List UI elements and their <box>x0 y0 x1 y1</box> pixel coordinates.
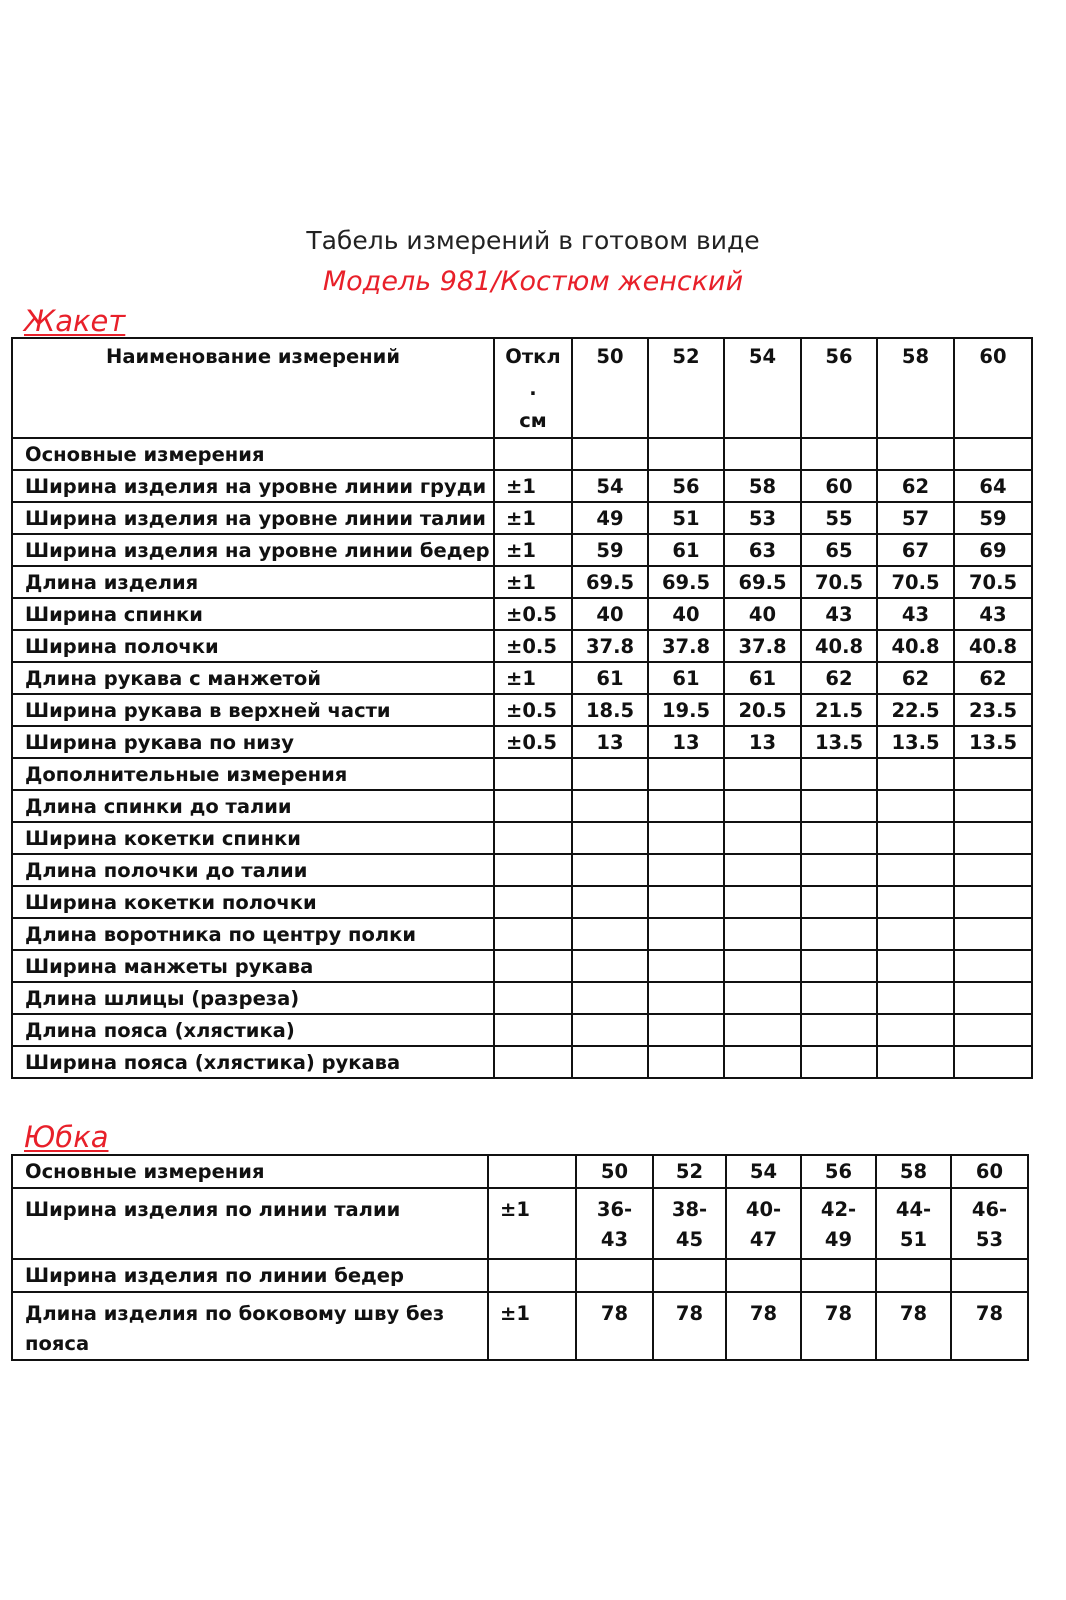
table-row <box>12 630 1032 662</box>
value-cell: 62 <box>954 662 1032 694</box>
value-cell: 53 <box>724 502 801 534</box>
value-cell: 40- 47 <box>726 1188 801 1259</box>
value-cell <box>724 854 801 886</box>
value-cell <box>951 1259 1028 1292</box>
value-cell <box>877 438 954 470</box>
value-cell <box>954 950 1032 982</box>
table-row <box>12 822 1032 854</box>
table-row <box>12 886 1032 918</box>
value-cell <box>724 758 801 790</box>
value-cell: 64 <box>954 470 1032 502</box>
tolerance-cell <box>494 918 572 950</box>
value-cell <box>648 1014 724 1046</box>
value-cell: 22.5 <box>877 694 954 726</box>
value-cell: 55 <box>801 502 877 534</box>
header-size: 58 <box>877 338 954 438</box>
value-cell <box>876 1259 951 1292</box>
value-cell <box>801 1259 876 1292</box>
value-cell: 40.8 <box>954 630 1032 662</box>
value-cell: 62 <box>877 470 954 502</box>
table-row <box>12 1188 1028 1259</box>
value-cell <box>648 790 724 822</box>
table-header-row <box>12 338 1032 438</box>
value-cell: 13.5 <box>954 726 1032 758</box>
measurement-name: Ширина изделия на уровне линии бедер <box>12 534 494 566</box>
measurement-name: Ширина кокетки полочки <box>12 886 494 918</box>
value-cell: 61 <box>572 662 648 694</box>
page-subtitle: Модель 981/Костюм женский <box>322 266 744 297</box>
header-size: 60 <box>951 1155 1028 1188</box>
skirt-measurements-table <box>11 1154 1029 1361</box>
value-cell <box>648 982 724 1014</box>
tolerance-cell: ±1 <box>488 1188 576 1259</box>
value-cell <box>801 854 877 886</box>
header-size: 58 <box>876 1155 951 1188</box>
value-cell: 70.5 <box>877 566 954 598</box>
value-cell: 67 <box>877 534 954 566</box>
tolerance-cell <box>494 886 572 918</box>
value-cell: 42- 49 <box>801 1188 876 1259</box>
table-row <box>12 662 1032 694</box>
value-cell: 58 <box>724 470 801 502</box>
value-cell <box>954 1046 1032 1078</box>
table-row <box>12 758 1032 790</box>
table-row <box>12 470 1032 502</box>
measurement-name: Ширина рукава по низу <box>12 726 494 758</box>
value-cell <box>801 822 877 854</box>
value-cell <box>801 918 877 950</box>
value-cell: 78 <box>951 1292 1028 1360</box>
value-cell <box>877 790 954 822</box>
value-cell: 13 <box>648 726 724 758</box>
value-cell: 40.8 <box>801 630 877 662</box>
table-row <box>12 502 1032 534</box>
table-row <box>12 438 1032 470</box>
value-cell <box>801 886 877 918</box>
value-cell <box>954 982 1032 1014</box>
measurement-name: Ширина изделия по линии талии <box>12 1188 488 1259</box>
measurement-name: Длина изделия <box>12 566 494 598</box>
value-cell: 36- 43 <box>576 1188 653 1259</box>
value-cell: 59 <box>954 502 1032 534</box>
measurement-name: Дополнительные измерения <box>12 758 494 790</box>
value-cell <box>576 1259 653 1292</box>
value-cell: 20.5 <box>724 694 801 726</box>
value-cell: 37.8 <box>572 630 648 662</box>
value-cell: 13 <box>724 726 801 758</box>
value-cell <box>954 822 1032 854</box>
value-cell <box>648 886 724 918</box>
table-row <box>12 726 1032 758</box>
tolerance-cell <box>494 854 572 886</box>
value-cell <box>572 950 648 982</box>
value-cell <box>801 950 877 982</box>
value-cell: 13.5 <box>877 726 954 758</box>
value-cell: 59 <box>572 534 648 566</box>
tolerance-cell: ±0.5 <box>494 726 572 758</box>
header-size: 56 <box>801 1155 876 1188</box>
value-cell <box>572 758 648 790</box>
tolerance-cell: ±1 <box>494 502 572 534</box>
measurement-name: Ширина изделия по линии бедер <box>12 1259 488 1292</box>
value-cell: 13 <box>572 726 648 758</box>
value-cell: 49 <box>572 502 648 534</box>
value-cell <box>801 790 877 822</box>
value-cell <box>801 438 877 470</box>
value-cell <box>572 918 648 950</box>
measurement-name: Длина шлицы (разреза) <box>12 982 494 1014</box>
value-cell: 69.5 <box>572 566 648 598</box>
table-row <box>12 566 1032 598</box>
value-cell <box>954 758 1032 790</box>
value-cell <box>653 1259 726 1292</box>
value-cell <box>572 854 648 886</box>
header-tolerance: Откл . см <box>494 338 572 438</box>
value-cell: 65 <box>801 534 877 566</box>
value-cell: 61 <box>724 662 801 694</box>
section-label-skirt: Юбка <box>24 1120 109 1154</box>
value-cell <box>877 822 954 854</box>
value-cell: 46- 53 <box>951 1188 1028 1259</box>
measurement-name: Ширина кокетки спинки <box>12 822 494 854</box>
measurement-name: Длина рукава с манжетой <box>12 662 494 694</box>
value-cell <box>877 758 954 790</box>
value-cell <box>724 790 801 822</box>
value-cell <box>648 1046 724 1078</box>
value-cell <box>572 982 648 1014</box>
value-cell <box>572 886 648 918</box>
value-cell: 61 <box>648 534 724 566</box>
value-cell <box>724 1046 801 1078</box>
value-cell: 51 <box>648 502 724 534</box>
value-cell <box>648 918 724 950</box>
value-cell: 40 <box>572 598 648 630</box>
measurement-name: Ширина пояса (хлястика) рукава <box>12 1046 494 1078</box>
value-cell <box>572 1014 648 1046</box>
table-row <box>12 694 1032 726</box>
measurement-name: Основные измерения <box>12 438 494 470</box>
table-row <box>12 950 1032 982</box>
value-cell <box>648 438 724 470</box>
value-cell <box>572 790 648 822</box>
table-row <box>12 982 1032 1014</box>
value-cell <box>726 1259 801 1292</box>
value-cell: 43 <box>877 598 954 630</box>
tolerance-cell: ±0.5 <box>494 630 572 662</box>
value-cell: 40 <box>648 598 724 630</box>
value-cell: 69.5 <box>648 566 724 598</box>
value-cell: 78 <box>801 1292 876 1360</box>
value-cell: 57 <box>877 502 954 534</box>
tolerance-cell <box>488 1259 576 1292</box>
value-cell <box>801 758 877 790</box>
value-cell <box>724 950 801 982</box>
value-cell <box>954 790 1032 822</box>
tolerance-cell <box>494 758 572 790</box>
measurement-name: Длина спинки до талии <box>12 790 494 822</box>
value-cell: 37.8 <box>648 630 724 662</box>
value-cell: 62 <box>877 662 954 694</box>
value-cell: 40.8 <box>877 630 954 662</box>
table-row <box>12 854 1032 886</box>
table-row <box>12 1155 1028 1188</box>
measurement-name: Длина изделия по боковому шву без пояса <box>12 1292 488 1360</box>
measurement-name: Ширина полочки <box>12 630 494 662</box>
header-size: 60 <box>954 338 1032 438</box>
measurement-name: Ширина рукава в верхней части <box>12 694 494 726</box>
value-cell <box>648 950 724 982</box>
tolerance-cell: ±1 <box>488 1292 576 1360</box>
value-cell <box>954 854 1032 886</box>
tolerance-cell <box>494 790 572 822</box>
measurement-name: Длина воротника по центру полки <box>12 918 494 950</box>
value-cell: 78 <box>726 1292 801 1360</box>
page-title: Табель измерений в готовом виде <box>306 226 760 255</box>
value-cell <box>954 438 1032 470</box>
measurement-name: Ширина изделия на уровне линии груди <box>12 470 494 502</box>
tolerance-cell <box>494 438 572 470</box>
measurement-name: Ширина манжеты рукава <box>12 950 494 982</box>
value-cell: 78 <box>576 1292 653 1360</box>
tolerance-cell: ±1 <box>494 566 572 598</box>
table-row <box>12 1014 1032 1046</box>
value-cell: 54 <box>572 470 648 502</box>
value-cell <box>648 822 724 854</box>
measurement-name: Основные измерения <box>12 1155 488 1188</box>
header-size: 56 <box>801 338 877 438</box>
tolerance-cell <box>494 950 572 982</box>
value-cell: 13.5 <box>801 726 877 758</box>
table-row <box>12 1292 1028 1360</box>
value-cell <box>648 758 724 790</box>
header-size: 54 <box>726 1155 801 1188</box>
value-cell <box>877 1014 954 1046</box>
value-cell <box>724 982 801 1014</box>
tolerance-cell <box>488 1155 576 1188</box>
value-cell <box>877 918 954 950</box>
value-cell: 69 <box>954 534 1032 566</box>
header-size: 54 <box>724 338 801 438</box>
header-measurement-name: Наименование измерений <box>12 338 494 438</box>
value-cell <box>572 822 648 854</box>
value-cell <box>801 1014 877 1046</box>
value-cell: 70.5 <box>954 566 1032 598</box>
tolerance-cell: ±1 <box>494 534 572 566</box>
tolerance-cell: ±1 <box>494 470 572 502</box>
value-cell: 43 <box>954 598 1032 630</box>
table-row <box>12 534 1032 566</box>
value-cell: 21.5 <box>801 694 877 726</box>
header-size: 50 <box>576 1155 653 1188</box>
value-cell <box>877 854 954 886</box>
value-cell: 60 <box>801 470 877 502</box>
table-row <box>12 598 1032 630</box>
jacket-measurements-table <box>11 337 1033 1079</box>
value-cell: 63 <box>724 534 801 566</box>
value-cell <box>572 1046 648 1078</box>
tolerance-cell: ±1 <box>494 662 572 694</box>
header-size: 52 <box>653 1155 726 1188</box>
value-cell: 18.5 <box>572 694 648 726</box>
value-cell <box>648 854 724 886</box>
value-cell: 44- 51 <box>876 1188 951 1259</box>
value-cell: 70.5 <box>801 566 877 598</box>
tolerance-cell: ±0.5 <box>494 694 572 726</box>
table-row <box>12 918 1032 950</box>
value-cell <box>877 1046 954 1078</box>
header-size: 52 <box>648 338 724 438</box>
value-cell <box>877 950 954 982</box>
value-cell: 23.5 <box>954 694 1032 726</box>
table-row <box>12 1046 1032 1078</box>
tolerance-cell <box>494 1014 572 1046</box>
value-cell: 78 <box>653 1292 726 1360</box>
header-size: 50 <box>572 338 648 438</box>
tolerance-cell <box>494 822 572 854</box>
value-cell: 40 <box>724 598 801 630</box>
value-cell <box>954 1014 1032 1046</box>
value-cell: 37.8 <box>724 630 801 662</box>
measurement-name: Длина пояса (хлястика) <box>12 1014 494 1046</box>
tolerance-cell <box>494 982 572 1014</box>
value-cell <box>877 886 954 918</box>
value-cell <box>954 918 1032 950</box>
value-cell: 43 <box>801 598 877 630</box>
value-cell: 62 <box>801 662 877 694</box>
value-cell: 69.5 <box>724 566 801 598</box>
value-cell <box>877 982 954 1014</box>
section-label-jacket: Жакет <box>24 304 126 338</box>
table-row <box>12 1259 1028 1292</box>
value-cell <box>801 982 877 1014</box>
value-cell <box>724 886 801 918</box>
value-cell <box>724 438 801 470</box>
value-cell: 19.5 <box>648 694 724 726</box>
value-cell: 61 <box>648 662 724 694</box>
value-cell: 56 <box>648 470 724 502</box>
value-cell: 78 <box>876 1292 951 1360</box>
table-row <box>12 790 1032 822</box>
value-cell <box>572 438 648 470</box>
tolerance-cell: ±0.5 <box>494 598 572 630</box>
value-cell: 38- 45 <box>653 1188 726 1259</box>
value-cell <box>954 886 1032 918</box>
measurement-name: Длина полочки до талии <box>12 854 494 886</box>
tolerance-cell <box>494 1046 572 1078</box>
value-cell <box>724 918 801 950</box>
measurement-name: Ширина спинки <box>12 598 494 630</box>
value-cell <box>724 1014 801 1046</box>
measurement-name: Ширина изделия на уровне линии талии <box>12 502 494 534</box>
value-cell <box>724 822 801 854</box>
value-cell <box>801 1046 877 1078</box>
